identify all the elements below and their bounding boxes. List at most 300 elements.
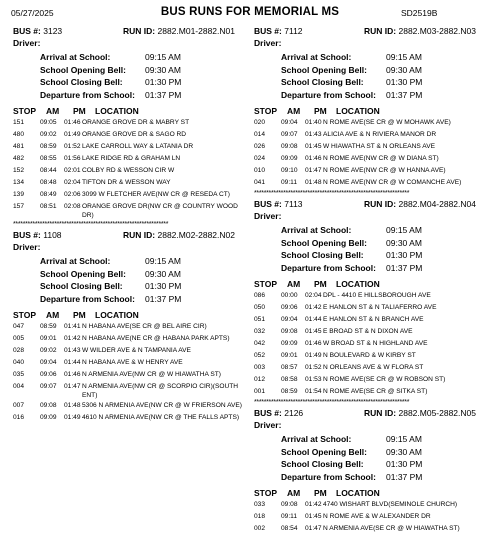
- closing-bell-value: 01:30 PM: [145, 77, 182, 87]
- stop-row: [254, 314, 494, 326]
- am-time: 09:09: [281, 155, 298, 162]
- stop-number: 035: [13, 371, 25, 378]
- stop-row: [254, 362, 494, 374]
- run-id-label: RUN ID:: [364, 199, 397, 209]
- opening-bell-value: 09:30 AM: [386, 446, 422, 457]
- pm-time: 01:44: [305, 316, 322, 323]
- departure-time-value: 01:37 PM: [145, 293, 182, 304]
- stop-number: 152: [13, 167, 25, 174]
- stop-column-header: STOP: [13, 310, 36, 320]
- stop-row: [254, 374, 494, 386]
- bus-section: [254, 199, 494, 408]
- departure-time-value: 01:37 PM: [386, 89, 423, 100]
- driver-label: Driver:: [254, 420, 282, 430]
- am-time: 08:51: [40, 203, 57, 210]
- stop-row: [13, 381, 253, 400]
- stop-location: N ARMENIA AVE(SE CR @ W HIAWATHA ST): [323, 525, 460, 532]
- opening-bell-row: [254, 65, 494, 78]
- stop-row: [254, 386, 494, 398]
- stop-number: 020: [254, 119, 266, 126]
- run-id-group: [364, 408, 476, 418]
- stop-row: [13, 345, 253, 357]
- stop-location: N ROME AVE(NW CR @ W HANNA AVE): [323, 167, 446, 174]
- pm-time: 01:42: [64, 335, 81, 342]
- stop-number: 003: [254, 364, 266, 371]
- am-time: 09:08: [281, 328, 298, 335]
- opening-bell-value: 09:30 AM: [386, 64, 422, 75]
- run-id-group: [364, 26, 476, 36]
- stop-number: 134: [13, 179, 25, 186]
- am-time: 09:02: [40, 131, 57, 138]
- am-time: 09:06: [281, 304, 298, 311]
- stop-number: 040: [13, 359, 25, 366]
- stop-row: [254, 141, 494, 153]
- bus-number-line: [13, 26, 253, 38]
- am-time: 09:08: [281, 143, 298, 150]
- stop-row: [13, 117, 253, 129]
- stop-number: 033: [254, 501, 266, 508]
- stops-header: [254, 488, 494, 499]
- stop-number: 001: [254, 388, 266, 395]
- pm-time: 01:45: [305, 143, 322, 150]
- pm-time: 01:49: [64, 414, 81, 421]
- closing-bell-label: School Closing Bell:: [40, 281, 123, 291]
- stop-row: [254, 177, 494, 189]
- am-time: 09:10: [281, 167, 298, 174]
- run-id-label: RUN ID:: [364, 26, 397, 36]
- stop-location: N ROME AVE(NW CR @ W COMANCHE AVE): [323, 179, 462, 186]
- opening-bell-label: School Opening Bell:: [40, 64, 126, 75]
- am-time: 09:04: [40, 359, 57, 366]
- bus-number: 2126: [284, 408, 304, 418]
- arrival-time-label: Arrival at School:: [281, 225, 352, 235]
- am-time: 00:00: [281, 292, 298, 299]
- opening-bell-value: 09:30 AM: [386, 237, 422, 248]
- stop-location: N ROME AVE(SE CR @ W ROBSON ST): [323, 376, 446, 383]
- opening-bell-row: [13, 269, 253, 282]
- stop-column-header: STOP: [254, 279, 277, 289]
- closing-bell-row: [13, 281, 253, 294]
- stop-row: [13, 333, 253, 345]
- stop-row: [254, 523, 494, 535]
- am-time: 08:59: [281, 388, 298, 395]
- pm-time: 01:52: [305, 364, 322, 371]
- arrival-time-label: Arrival at School:: [40, 256, 111, 266]
- stop-location: N ROME AVE(NW CR @ W DIANA ST): [323, 155, 439, 162]
- stop-row: [254, 326, 494, 338]
- location-column-header: LOCATION: [95, 310, 139, 320]
- pm-time: 01:46: [305, 155, 322, 162]
- stop-number: 047: [13, 323, 25, 330]
- stop-number: 032: [254, 328, 266, 335]
- stop-location: N ARMENIA AVE(NW CR @ SCORPIO CIR)(SOUTH ENT): [82, 383, 239, 399]
- am-time: 08:44: [40, 167, 57, 174]
- stop-row: [254, 129, 494, 141]
- stop-location: E HANLON ST & N BRANCH AVE: [323, 316, 424, 323]
- stop-location: W HIAWATHA ST & N ORLEANS AVE: [323, 143, 435, 150]
- stop-number: 005: [13, 335, 25, 342]
- driver-label: Driver:: [254, 38, 282, 48]
- bus-label: BUS #:: [254, 26, 282, 36]
- section-separator: ****************************************************************: [254, 190, 410, 197]
- driver-label: Driver:: [254, 211, 282, 221]
- closing-bell-label: School Closing Bell:: [281, 250, 364, 260]
- stop-location: N BOULEVARD & W KIRBY ST: [323, 352, 416, 359]
- stop-number: 480: [13, 131, 25, 138]
- arrival-time-row: [13, 52, 253, 65]
- stop-location: DPL - 4410 E HILLSBOROUGH AVE: [323, 292, 431, 299]
- stop-column-header: STOP: [13, 106, 36, 116]
- stop-row: [254, 350, 494, 362]
- stop-row: [254, 165, 494, 177]
- stop-row: [254, 117, 494, 129]
- pm-time: 01:54: [305, 388, 322, 395]
- pm-time: 01:49: [64, 131, 81, 138]
- location-column-header: LOCATION: [336, 488, 380, 498]
- departure-time-label: Departure from School:: [40, 293, 135, 304]
- stop-row: [13, 153, 253, 165]
- opening-bell-row: [13, 65, 253, 78]
- opening-bell-row: [254, 447, 494, 460]
- bus-number: 3123: [43, 26, 63, 36]
- pm-time: 01:46: [305, 340, 322, 347]
- am-column-header: AM: [287, 279, 301, 289]
- closing-bell-value: 01:30 PM: [386, 459, 423, 469]
- pm-time: 01:46: [64, 371, 81, 378]
- bus-number-line: [13, 230, 253, 242]
- stop-row: [13, 201, 253, 220]
- arrival-time-row: [13, 256, 253, 269]
- stop-location: 3099 W FLETCHER AVE(NW CR @ RESEDA CT): [82, 191, 230, 198]
- closing-bell-value: 01:30 PM: [145, 281, 182, 291]
- opening-bell-value: 09:30 AM: [145, 64, 181, 75]
- schedule-times: [13, 256, 253, 306]
- section-separator: ****************************************************************: [254, 399, 410, 406]
- departure-time-value: 01:37 PM: [145, 89, 182, 100]
- pm-time: 02:06: [64, 191, 81, 198]
- am-column-header: AM: [46, 310, 60, 320]
- stop-column-header: STOP: [254, 106, 277, 116]
- stop-location: ORANGE GROVE DR & SAGO RD: [82, 131, 187, 138]
- stop-row: [254, 153, 494, 165]
- pm-time: 01:48: [305, 179, 322, 186]
- section-separator: ****************************************************************: [13, 221, 169, 228]
- stop-number: 481: [13, 143, 25, 150]
- stop-number: 028: [13, 347, 25, 354]
- bus-label: BUS #:: [254, 199, 282, 209]
- stop-row: [13, 129, 253, 141]
- departure-time-row: [254, 472, 494, 485]
- stop-number: 012: [254, 376, 266, 383]
- pm-time: 01:49: [305, 352, 322, 359]
- pm-time: 01:46: [64, 119, 81, 126]
- report-title: BUS RUNS FOR MEMORIAL MS: [160, 6, 340, 18]
- departure-time-value: 01:37 PM: [386, 471, 423, 482]
- stop-location: N HABANA AVE(SE CR @ BEL AIRE CIR): [82, 323, 207, 330]
- driver-label: Driver:: [13, 242, 41, 252]
- opening-bell-label: School Opening Bell:: [281, 237, 367, 248]
- departure-time-row: [254, 263, 494, 276]
- stop-location: N HABANA AVE & W HENRY AVE: [82, 359, 183, 366]
- am-time: 08:59: [40, 323, 57, 330]
- am-time: 09:07: [281, 131, 298, 138]
- bus-section: [254, 408, 494, 535]
- am-time: 08:55: [40, 155, 57, 162]
- arrival-time-value: 09:15 AM: [145, 256, 181, 266]
- stop-location: COLBY RD & WESSON CIR W: [82, 167, 175, 174]
- arrival-time-label: Arrival at School:: [281, 52, 352, 62]
- am-column-header: AM: [287, 488, 301, 498]
- arrival-time-value: 09:15 AM: [145, 52, 181, 62]
- am-time: 09:09: [281, 340, 298, 347]
- am-time: 09:08: [40, 402, 57, 409]
- stop-location: N ROME AVE(SE CR @ SITKA ST): [323, 388, 428, 395]
- pm-time: 01:40: [305, 119, 322, 126]
- run-id-value: 2882.M03-2882.N03: [398, 26, 476, 36]
- stop-number: 482: [13, 155, 25, 162]
- bus-label: BUS #:: [254, 408, 282, 418]
- stop-number: 018: [254, 513, 266, 520]
- am-time: 09:07: [40, 383, 57, 390]
- stop-row: [13, 177, 253, 189]
- closing-bell-row: [254, 77, 494, 90]
- stop-number: 010: [254, 167, 266, 174]
- departure-time-label: Departure from School:: [281, 89, 376, 100]
- stop-row: [13, 189, 253, 201]
- pm-time: 01:53: [305, 376, 322, 383]
- stop-row: [13, 357, 253, 369]
- closing-bell-label: School Closing Bell:: [281, 77, 364, 87]
- pm-column-header: PM: [314, 106, 327, 116]
- pm-time: 01:47: [305, 167, 322, 174]
- stop-number: 016: [13, 414, 25, 421]
- pm-time: 01:41: [64, 323, 81, 330]
- closing-bell-value: 01:30 PM: [386, 250, 423, 260]
- bus-number-line: [254, 26, 494, 38]
- am-time: 09:02: [40, 347, 57, 354]
- stop-row: [254, 499, 494, 511]
- am-time: 09:08: [281, 501, 298, 508]
- stop-location: N ORLEANS AVE & W FLORA ST: [323, 364, 424, 371]
- report-date: 05/27/2025: [11, 8, 54, 18]
- departure-time-row: [254, 90, 494, 103]
- stop-number: 002: [254, 525, 266, 532]
- pm-time: 01:45: [305, 328, 322, 335]
- bus-label: BUS #:: [13, 230, 41, 240]
- pm-time: 01:44: [64, 359, 81, 366]
- arrival-time-row: [254, 52, 494, 65]
- schedule-times: [254, 52, 494, 102]
- pm-time: 01:42: [305, 304, 322, 311]
- bus-label: BUS #:: [13, 26, 41, 36]
- location-column-header: LOCATION: [336, 106, 380, 116]
- pm-column-header: PM: [73, 106, 86, 116]
- stop-number: 042: [254, 340, 266, 347]
- run-id-value: 2882.M01-2882.N01: [157, 26, 235, 36]
- pm-time: 01:47: [305, 525, 322, 532]
- stop-row: [13, 400, 253, 412]
- am-time: 08:57: [281, 364, 298, 371]
- am-time: 09:11: [281, 179, 298, 186]
- am-time: 09:04: [281, 119, 298, 126]
- departure-time-label: Departure from School:: [40, 89, 135, 100]
- stop-number: 014: [254, 131, 266, 138]
- pm-time: 01:52: [64, 143, 81, 150]
- am-time: 08:59: [40, 143, 57, 150]
- arrival-time-label: Arrival at School:: [40, 52, 111, 62]
- closing-bell-row: [13, 77, 253, 90]
- stop-location: W BROAD ST & N HIGHLAND AVE: [323, 340, 428, 347]
- bus-number: 7113: [284, 199, 303, 209]
- stop-number: 157: [13, 203, 25, 210]
- arrival-time-row: [254, 225, 494, 238]
- stop-location: ALICIA AVE & N RIVIERA MANOR DR: [323, 131, 437, 138]
- opening-bell-label: School Opening Bell:: [281, 446, 367, 457]
- stops-header: [13, 106, 253, 117]
- stop-row: [254, 290, 494, 302]
- bus-number: 1108: [43, 230, 62, 240]
- opening-bell-value: 09:30 AM: [145, 268, 181, 279]
- stop-location: 4610 N ARMENIA AVE(NW CR @ THE FALLS APTS): [82, 414, 240, 421]
- pm-time: 02:04: [305, 292, 322, 299]
- pm-time: 02:01: [64, 167, 81, 174]
- opening-bell-label: School Opening Bell:: [40, 268, 126, 279]
- closing-bell-label: School Closing Bell:: [281, 459, 364, 469]
- stop-number: 041: [254, 179, 266, 186]
- stop-location: ORANGE GROVE DR & MABRY ST: [82, 119, 190, 126]
- location-column-header: LOCATION: [336, 279, 380, 289]
- stop-number: 050: [254, 304, 266, 311]
- departure-time-label: Departure from School:: [281, 262, 376, 273]
- stop-location: E HANLON ST & N TALIAFERRO AVE: [323, 304, 437, 311]
- arrival-time-row: [254, 434, 494, 447]
- pm-column-header: PM: [73, 310, 86, 320]
- stop-location: 5306 N ARMENIA AVE(NW CR @ W FRIERSON AVE): [82, 402, 242, 409]
- am-column-header: AM: [46, 106, 60, 116]
- stop-location: LAKE RIDGE RD & GRAHAM LN: [82, 155, 181, 162]
- stop-location: N ROME AVE & W ALEXANDER DR: [323, 513, 431, 520]
- stop-number: 024: [254, 155, 266, 162]
- pm-time: 02:04: [64, 179, 81, 186]
- am-column-header: AM: [287, 106, 301, 116]
- report-code: SD2519B: [401, 8, 438, 18]
- schedule-times: [13, 52, 253, 102]
- opening-bell-label: School Opening Bell:: [281, 64, 367, 75]
- am-time: 09:06: [40, 371, 57, 378]
- pm-time: 01:43: [64, 347, 81, 354]
- bus-number: 7112: [284, 26, 303, 36]
- run-id-label: RUN ID:: [123, 230, 156, 240]
- arrival-time-value: 09:15 AM: [386, 52, 422, 62]
- pm-time: 01:48: [64, 402, 81, 409]
- stop-location: 4740 WISHART BLVD(SEMINOLE CHURCH): [323, 501, 458, 508]
- am-time: 09:05: [40, 119, 57, 126]
- left-column: [13, 26, 253, 424]
- pm-time: 01:56: [64, 155, 81, 162]
- stops-header: [13, 310, 253, 321]
- closing-bell-row: [254, 459, 494, 472]
- run-id-value: 2882.M04-2882.N04: [398, 199, 476, 209]
- am-time: 08:54: [281, 525, 298, 532]
- run-id-label: RUN ID:: [364, 408, 397, 418]
- am-time: 08:58: [281, 376, 298, 383]
- stop-number: 007: [13, 402, 25, 409]
- am-time: 09:09: [40, 414, 57, 421]
- bus-section: [13, 230, 253, 424]
- departure-time-row: [13, 90, 253, 103]
- run-id-label: RUN ID:: [123, 26, 156, 36]
- stop-location: N ROME AVE(SE CR @ W MOHAWK AVE): [323, 119, 451, 126]
- stop-location: N HABANA AVE(NE CR @ HABANA PARK APTS): [82, 335, 230, 342]
- stop-number: 086: [254, 292, 266, 299]
- stop-number: 151: [13, 119, 25, 126]
- stop-location: LAKE CARROLL WAY & LATANIA DR: [82, 143, 194, 150]
- am-time: 08:48: [40, 179, 57, 186]
- stop-location: E BROAD ST & N DIXON AVE: [323, 328, 413, 335]
- run-id-group: [123, 26, 235, 36]
- driver-label: Driver:: [13, 38, 41, 48]
- stops-header: [254, 279, 494, 290]
- bus-number-line: [254, 408, 494, 420]
- am-time: 08:49: [40, 191, 57, 198]
- stop-number: 051: [254, 316, 266, 323]
- bus-section: [254, 26, 494, 199]
- stop-row: [13, 165, 253, 177]
- stop-row: [254, 338, 494, 350]
- run-id-group: [123, 230, 235, 240]
- pm-time: 01:43: [305, 131, 322, 138]
- closing-bell-label: School Closing Bell:: [40, 77, 123, 87]
- run-id-value: 2882.M02-2882.N02: [157, 230, 235, 240]
- stop-location: N ARMENIA AVE(NW CR @ W HIAWATHA ST): [82, 371, 221, 378]
- pm-time: 02:08: [64, 203, 81, 210]
- pm-time: 01:42: [305, 501, 322, 508]
- stop-location: W WILDER AVE & N TAMPANIA AVE: [82, 347, 191, 354]
- arrival-time-value: 09:15 AM: [386, 434, 422, 444]
- bus-number-line: [254, 199, 494, 211]
- bus-section: [13, 26, 253, 230]
- closing-bell-value: 01:30 PM: [386, 77, 423, 87]
- closing-bell-row: [254, 250, 494, 263]
- am-time: 09:01: [281, 352, 298, 359]
- pm-column-header: PM: [314, 488, 327, 498]
- run-id-value: 2882.M05-2882.N05: [398, 408, 476, 418]
- run-id-group: [364, 199, 476, 209]
- arrival-time-label: Arrival at School:: [281, 434, 352, 444]
- am-time: 09:04: [281, 316, 298, 323]
- pm-time: 01:47: [64, 383, 81, 390]
- location-column-header: LOCATION: [95, 106, 139, 116]
- stop-number: 026: [254, 143, 266, 150]
- pm-column-header: PM: [314, 279, 327, 289]
- stops-header: [254, 106, 494, 117]
- stop-row: [13, 321, 253, 333]
- stop-number: 004: [13, 383, 25, 390]
- stop-row: [13, 369, 253, 381]
- stop-column-header: STOP: [254, 488, 277, 498]
- stop-row: [13, 141, 253, 153]
- departure-time-row: [13, 294, 253, 307]
- am-time: 09:01: [40, 335, 57, 342]
- stop-location: ORANGE GROVE DR(NW CR @ COUNTRY WOOD DR): [82, 203, 238, 219]
- stop-location: TIFTON DR & WESSON WAY: [82, 179, 171, 186]
- schedule-times: [254, 434, 494, 484]
- right-column: [254, 26, 494, 535]
- stop-row: [13, 412, 253, 424]
- report-header: [0, 6, 500, 22]
- am-time: 09:11: [281, 513, 298, 520]
- stop-row: [254, 511, 494, 523]
